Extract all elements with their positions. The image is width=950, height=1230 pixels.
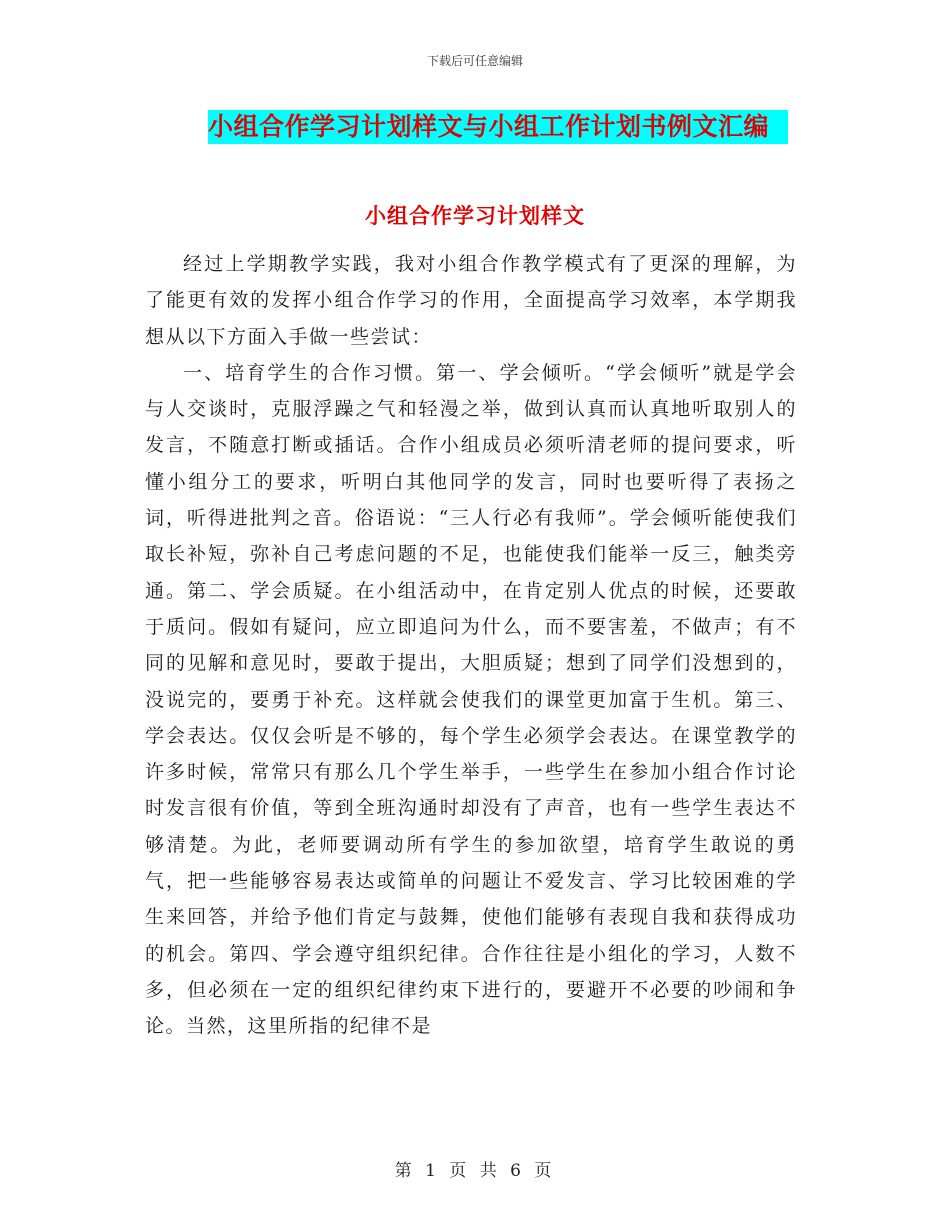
body-text	[145, 246, 797, 1045]
main-title: 小组合作学习计划样文与小组工作计划书例文汇编	[208, 112, 770, 141]
main-title-highlight	[208, 110, 788, 144]
section-title: 小组合作学习计划样文	[365, 204, 585, 228]
paragraph-habits: 一、培育学生的合作习惯。第一、学会倾听。“学会倾听”就是学会与人交谈时，克服浮躁之气和轻漫之举，做到认真而认真地听取别人的发言，不随意打断或插话。合作小组成员必须听清老师的提问要求，听懂小组分工的要求，听明白其他同学的发言，同时也要听得了表扬之词，听得进批判之音。俗语说：“三人行必有我师”。学会倾听能使我们取长补短，弥补自己考虑问题的不足，也能使我们能举一反三，触类旁通。第二、学会质疑。在小组活动中，在肯定别人优点的时候，还要敢于质问。假如有疑问，应立即追问为什么，而不要害羞，不做声；有不同的见解和意见时，要敢于提出，大胆质疑；想到了同学们没想到的，没说完的，要勇于补充。这样就会使我们的课堂更加富于生机。第三、学会表达。仅仅会听是不够的，每个学生必须学会表达。在课堂教学的许多时候，常常只有那么几个学生举手，一些学生在参加小组合作讨论时发言很有价值，等到全班沟通时却没有了声音，也有一些学生表达不够清楚。为此，老师要调动所有学生的参加欲望，培育学生敢说的勇气，把一些能够容易表达或简单的问题让不爱发言、学习比较困难的学生来回答，并给予他们肯定与鼓舞，使他们能够有表现自我和获得成功的机会。第四、学会遵守组织纪律。合作往往是小组化的学习，人数不多，但必须在一定的组织纪律约束下进行的，要避开不必要的吵闹和争论。当然，这里所指的纪律不是	[145, 361, 797, 1038]
page-footer: 第 1 页 共 6 页	[394, 1161, 556, 1181]
paragraph-intro: 经过上学期教学实践，我对小组合作教学模式有了更深的理解，为了能更有效的发挥小组合作学习的作用，全面提高学习效率，本学期我想从以下方面入手做一些尝试：	[145, 253, 797, 348]
page-header-note: 下载后可任意编辑	[426, 54, 523, 68]
